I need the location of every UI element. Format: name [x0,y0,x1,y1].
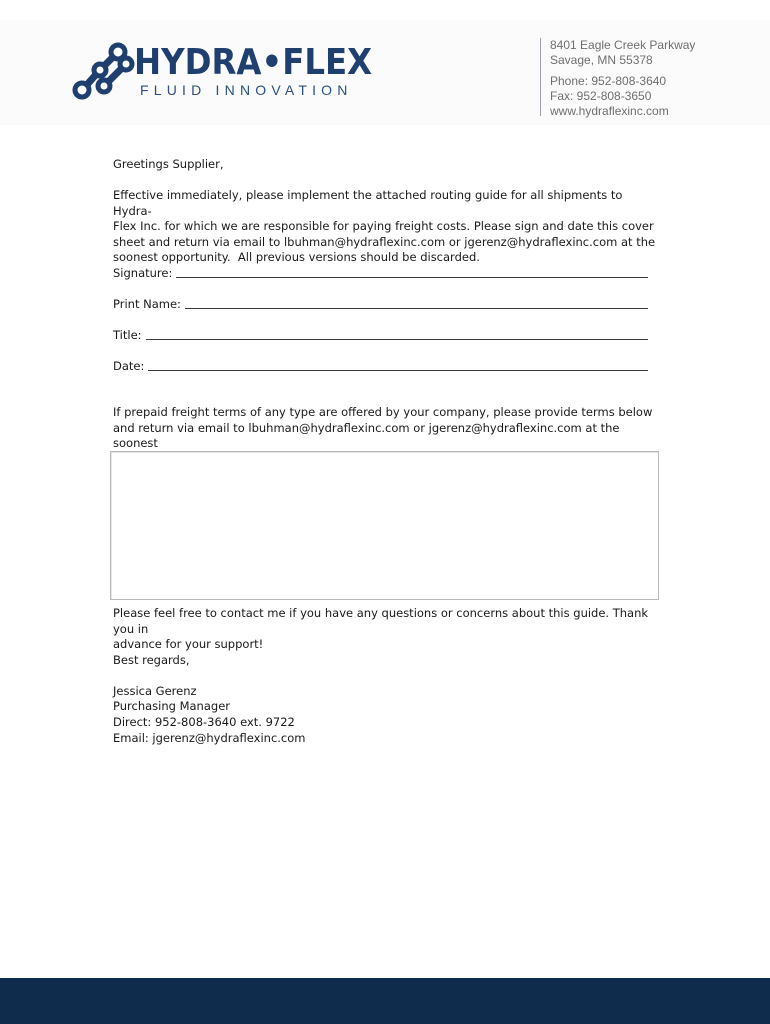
signer-role: Purchasing Manager [113,699,230,713]
signer-direct-phone: Direct: 952-808-3640 ext. 9722 [113,715,295,729]
logo-brand-text: HYDRA•FLEX [134,42,373,83]
website-link[interactable]: www.hydraflexinc.com [550,104,669,118]
date-field[interactable] [113,359,648,374]
greeting: Greetings Supplier, [113,157,224,171]
prepaid-terms-input-box[interactable] [110,451,659,600]
print-name-field[interactable] [113,297,648,312]
title-field[interactable] [113,328,648,343]
terms-request-paragraph: If prepaid freight terms of any type are offered by your company, please provide terms below and return via email to lbuhman@hydraflexinc.com or jgerenz@hydraflexinc.com at the soonest [113,405,653,450]
address-line-1: 8401 Eagle Creek Parkway [550,38,696,52]
hydraflex-molecule-icon [70,40,136,102]
logo-tagline: FLUID INNOVATION [140,82,353,98]
address-line-2: Savage, MN 55378 [550,53,653,67]
date-label: Date: [113,359,145,373]
footer-band [0,978,770,1024]
intro-paragraph: Effective immediately, please implement the attached routing guide for all shipments to Hydra- Flex Inc. for which we are responsible for paying freight costs. Please sign and date this cover sheet and return via email to lbuhman@hydraflexinc.com or jgerenz@hydraflexinc.com at the soonest opportunity. All previous versions should be discarded. [113,188,656,264]
title-label: Title: [113,328,142,342]
signer-name: Jessica Gerenz [113,684,197,698]
company-logo [70,40,373,104]
phone: Phone: 952-808-3640 [550,74,667,88]
signature-field[interactable] [113,266,648,281]
signature-label: Signature: [113,266,173,280]
print-name-label: Print Name: [113,297,181,311]
closing-paragraph: Please feel free to contact me if you have any questions or concerns about this guide. Thank you in advance for your support! [113,606,649,651]
signer-email: Email: jgerenz@hydraflexinc.com [113,731,306,745]
sign-off: Best regards, [113,653,190,667]
fax: Fax: 952-808-3650 [550,89,652,103]
contact-block [540,38,695,116]
